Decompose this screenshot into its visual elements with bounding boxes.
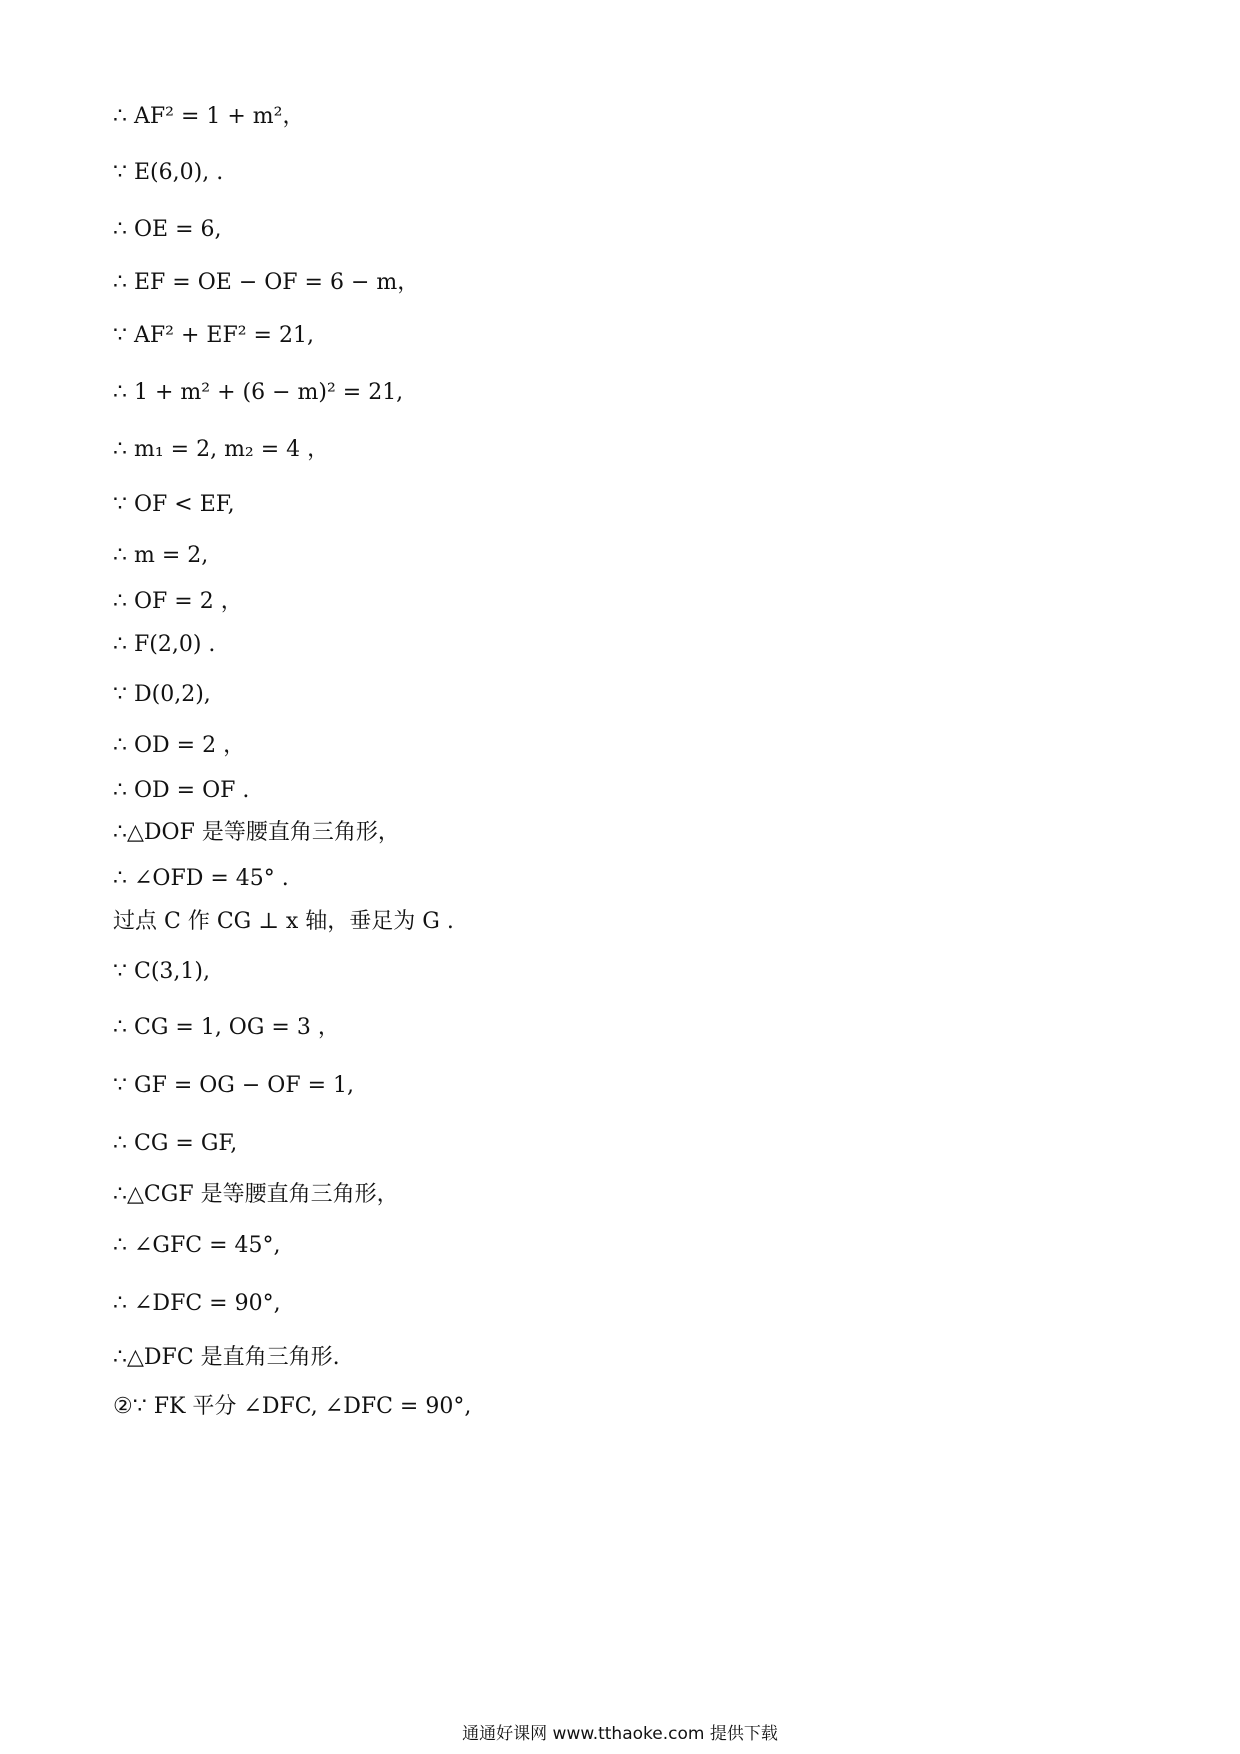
solution-line-12: ∵ D(0,2),: [113, 682, 211, 707]
solution-line-23: ∴ ∠GFC = 45°,: [113, 1233, 281, 1258]
page-footer: 通通好课网 www.tthaoke.com 提供下载: [462, 1724, 778, 1744]
solution-line-20: ∵ GF = OG − OF = 1,: [113, 1073, 354, 1098]
solution-line-14: ∴ OD = OF .: [113, 778, 250, 803]
solution-line-4: ∴ EF = OE − OF = 6 − m，: [113, 270, 420, 295]
solution-line-16: ∴ ∠OFD = 45° .: [113, 866, 289, 891]
solution-line-10: ∴ OF = 2 ，: [113, 589, 243, 614]
solution-line-24: ∴ ∠DFC = 90°,: [113, 1291, 281, 1316]
solution-line-9: ∴ m = 2,: [113, 543, 209, 568]
solution-line-21: ∴ CG = GF,: [113, 1131, 238, 1156]
solution-line-22: ∴△CGF 是等腰直角三角形，: [113, 1182, 399, 1207]
solution-line-15: ∴△DOF 是等腰直角三角形，: [113, 820, 400, 845]
solution-line-26: ②∵ FK 平分 ∠DFC, ∠DFC = 90°,: [113, 1394, 472, 1419]
solution-line-8: ∵ OF < EF,: [113, 492, 235, 517]
solution-line-7: ∴ m₁ = 2, m₂ = 4 ，: [113, 437, 330, 462]
solution-line-25: ∴△DFC 是直角三角形.: [113, 1345, 340, 1370]
solution-line-3: ∴ OE = 6,: [113, 217, 222, 242]
solution-line-6: ∴ 1 + m² + (6 − m)² = 21,: [113, 380, 404, 405]
solution-line-17: 过点 C 作 CG ⊥ x 轴，垂足为 G .: [113, 909, 454, 934]
solution-line-1: ∴ AF² = 1 + m²，: [113, 104, 305, 129]
solution-line-19: ∴ CG = 1, OG = 3 ，: [113, 1015, 340, 1040]
solution-line-11: ∴ F(2,0) .: [113, 632, 216, 657]
solution-line-18: ∵ C(3,1),: [113, 959, 210, 984]
solution-line-5: ∵ AF² + EF² = 21,: [113, 323, 314, 348]
solution-line-2: ∵ E(6,0), .: [113, 160, 224, 185]
solution-line-13: ∴ OD = 2 ，: [113, 733, 246, 758]
